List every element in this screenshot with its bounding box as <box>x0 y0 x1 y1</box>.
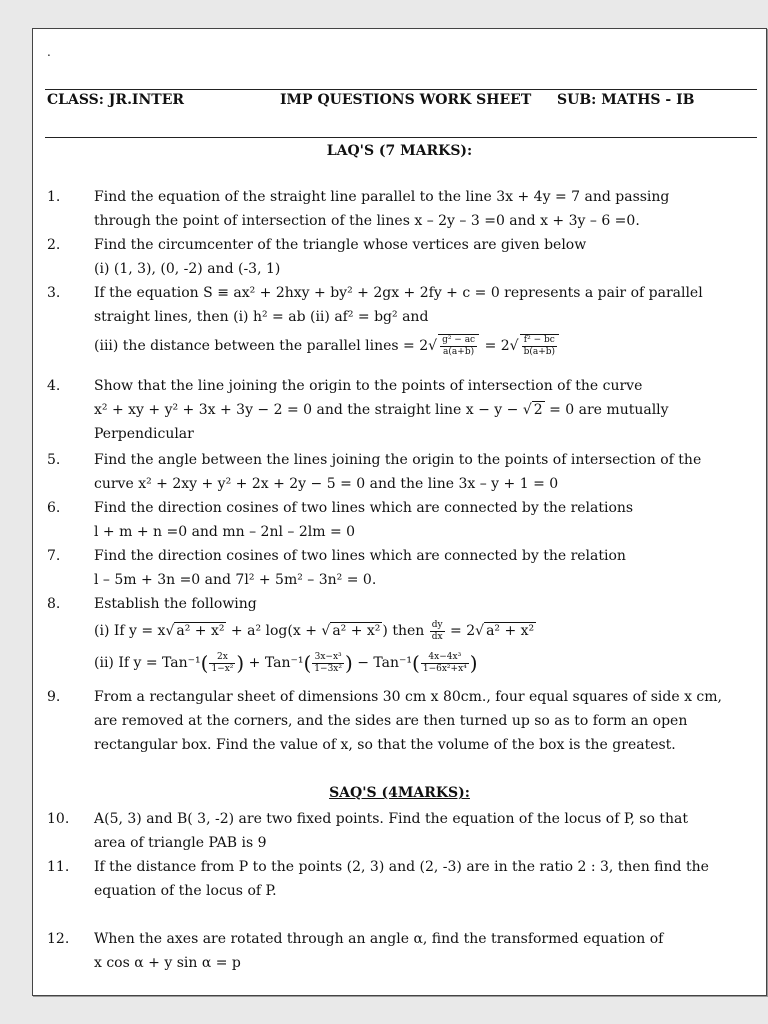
radicand: a² + x² <box>486 623 535 639</box>
denominator: a(a+b) <box>443 347 475 357</box>
question-6 <box>47 496 747 544</box>
denominator: 1−x² <box>211 663 234 674</box>
question-number: 4. <box>47 378 61 394</box>
question-text: Establish the following <box>94 596 257 612</box>
question-number: 5. <box>47 452 61 468</box>
formula-text: (ii) If y = Tan⁻¹ <box>94 655 201 671</box>
question-text: rectangular box. Find the value of x, so that the volume of the box is the greatest. <box>94 737 676 753</box>
laq-section-title: LAQ'S (7 MARKS): <box>326 143 473 159</box>
question-3 <box>47 281 747 363</box>
formula-text: = 0 are mutually <box>544 402 669 418</box>
question-number: 12. <box>47 931 70 947</box>
question-text: l + m + n =0 and mn – 2nl – 2lm = 0 <box>94 524 356 540</box>
fraction <box>430 620 445 643</box>
question-8 <box>47 592 747 680</box>
question-text: If the distance from P to the points (2, 3) and (2, -3) are in the ratio 2 : 3, then find the <box>94 859 709 875</box>
question-text: Find the circumcenter of the triangle whose vertices are given below <box>94 237 587 253</box>
header-bottom-rule <box>45 137 757 138</box>
sqrt-sign: √ <box>428 338 438 354</box>
question-formula <box>94 329 747 363</box>
formula-text: + a² log(x + <box>226 623 322 639</box>
question-number: 2. <box>47 237 61 253</box>
question-text: A(5, 3) and B( 3, -2) are two fixed points. Find the equation of the locus of P, so that <box>94 811 688 827</box>
paren: ( <box>200 651 209 675</box>
question-text: through the point of intersection of the lines x – 2y – 3 =0 and x + 3y – 6 =0. <box>94 213 640 229</box>
question-10 <box>47 807 747 855</box>
paren: ( <box>303 651 312 675</box>
denominator: b(a+b) <box>523 347 556 357</box>
question-formula: x² + xy + y² + 3x + 3y − 2 = 0 and the straight line x − y − √ 2 = 0 are mutually <box>94 402 669 418</box>
paren: ) <box>469 651 478 675</box>
formula-text: ) then <box>382 623 429 639</box>
numerator: dy <box>431 619 443 630</box>
radicand: a² + x² <box>332 623 381 639</box>
question-number: 10. <box>47 811 70 827</box>
question-number: 11. <box>47 859 70 875</box>
question-text: area of triangle PAB is 9 <box>94 835 267 851</box>
header-top-rule <box>45 89 757 90</box>
paren: ) <box>236 651 245 675</box>
formula-text: (iii) the distance between the parallel lines = 2 <box>94 338 429 354</box>
question-number: 3. <box>47 285 61 301</box>
question-number: 7. <box>47 548 61 564</box>
formula-text: = 2 <box>445 623 476 639</box>
question-formula: (i) If y = x√ a² + x² + a² log(x + √ a² + x² ) then $\frac{dy}{dx}$ = 2√ a² + x² <box>94 619 535 642</box>
stray-dot: . <box>47 45 51 59</box>
denominator: 1−6x²+x⁴ <box>422 663 467 674</box>
question-7 <box>47 544 747 592</box>
question-text: Find the equation of the straight line parallel to the line 3x + 4y = 7 and passing <box>94 189 670 205</box>
question-text: Find the direction cosines of two lines which are connected by the relations <box>94 500 634 516</box>
numerator: g² − ac <box>442 335 476 345</box>
question-number: 8. <box>47 596 61 612</box>
question-text: From a rectangular sheet of dimensions 30 cm x 80cm., four equal squares of side x cm, <box>94 689 722 705</box>
numerator: 2x <box>209 652 235 664</box>
question-number: 6. <box>47 500 61 516</box>
class-label: CLASS: JR.INTER <box>47 92 185 108</box>
sqrt-sign: √ <box>509 338 519 354</box>
question-text: Perpendicular <box>94 426 194 442</box>
question-2 <box>47 233 747 281</box>
numerator: 3x−x³ <box>312 652 344 664</box>
question-text: are removed at the corners, and the sides are then turned up so as to form an open <box>94 713 688 729</box>
question-5 <box>47 448 747 496</box>
formula-text: (i) If y = x <box>94 623 166 639</box>
paren: ( <box>412 651 420 675</box>
question-text: When the axes are rotated through an angle α, find the transformed equation of <box>94 931 664 947</box>
fraction <box>209 652 235 675</box>
fraction <box>438 334 479 358</box>
numerator: f² − bc <box>522 335 557 347</box>
denominator: 1−3x² <box>314 663 342 674</box>
question-text: equation of the locus of P. <box>94 883 277 899</box>
question-4 <box>47 374 747 446</box>
question-9 <box>47 685 747 757</box>
fraction <box>312 652 344 675</box>
question-11 <box>47 855 747 903</box>
subject-label: SUB: MATHS - IB <box>557 92 695 108</box>
question-text: Find the angle between the lines joining the origin to the points of intersection of the <box>94 452 702 468</box>
question-text: curve x² + 2xy + y² + 2x + 2y − 5 = 0 and the line 3x – y + 1 = 0 <box>94 476 559 492</box>
formula-text: x² + xy + y² + 3x + 3y − 2 = 0 and the straight line x − y − <box>94 402 523 418</box>
question-text: x cos α + y sin α = p <box>94 955 241 971</box>
question-number: 9. <box>47 689 61 705</box>
worksheet-title: IMP QUESTIONS WORK SHEET <box>280 92 532 108</box>
question-text: l – 5m + 3n =0 and 7l² + 5m² – 3n² = 0. <box>94 572 377 588</box>
question-text: (i) (1, 3), (0, -2) and (-3, 1) <box>94 261 281 277</box>
question-text: Find the direction cosines of two lines which are connected by the relation <box>94 548 626 564</box>
question-12 <box>47 927 747 975</box>
radicand: a² + x² <box>176 623 225 639</box>
fraction <box>520 334 559 358</box>
question-number: 1. <box>47 189 61 205</box>
formula-text: − Tan⁻¹ <box>352 655 413 671</box>
formula-text: = 2 <box>484 338 510 354</box>
saq-section-title: SAQ'S (4MARKS): <box>329 785 470 801</box>
paren: ) <box>344 651 353 675</box>
worksheet-page <box>32 28 767 996</box>
radicand: 2 <box>533 402 543 418</box>
question-text: If the equation S ≡ ax² + 2hxy + by² + 2gx + 2fy + c = 0 represents a pair of parallel <box>94 285 703 301</box>
denominator: dx <box>431 631 443 642</box>
fraction <box>421 652 469 675</box>
formula-text: + Tan⁻¹ <box>244 655 304 671</box>
numerator: 4x−4x³ <box>421 652 469 664</box>
question-1 <box>47 185 747 233</box>
question-text: Show that the line joining the origin to the points of intersection of the curve <box>94 378 643 394</box>
question-text: straight lines, then (i) h² = ab (ii) af² = bg² and <box>94 309 429 325</box>
question-formula <box>94 646 747 680</box>
